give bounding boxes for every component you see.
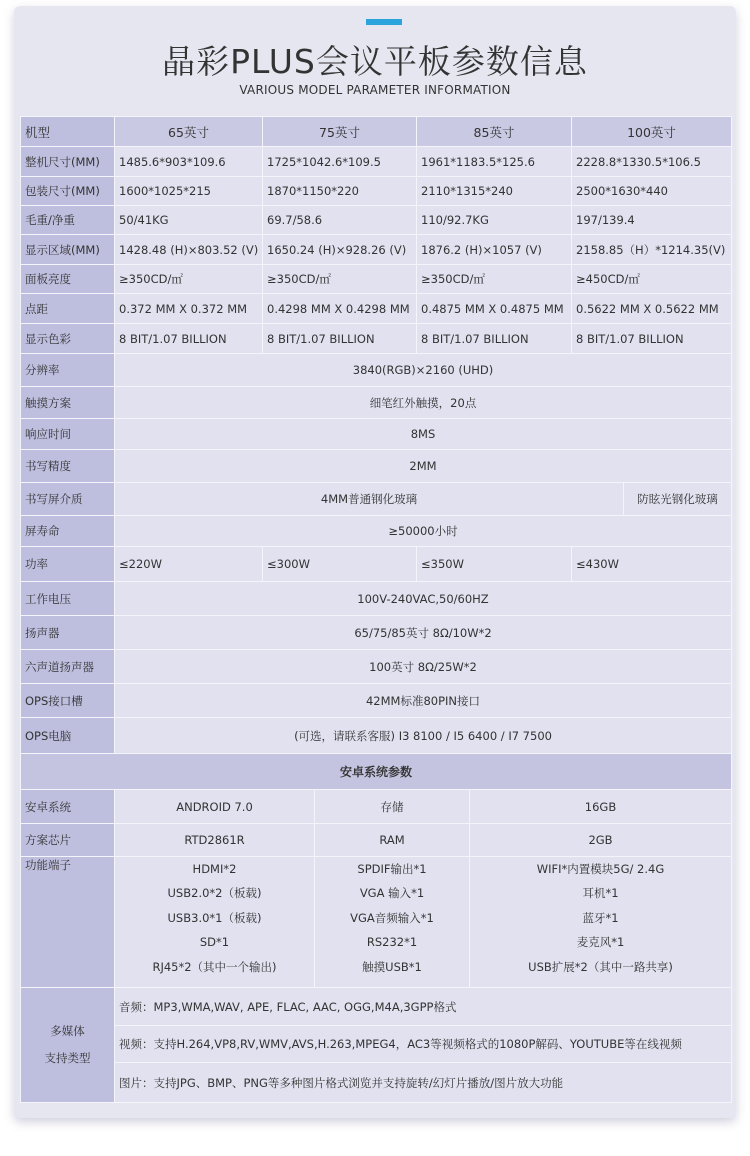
system-value: ANDROID 7.0: [115, 790, 315, 824]
row-label: 工作电压: [21, 582, 115, 616]
port-item: VGA 输入*1: [359, 886, 425, 901]
row-label: 响应时间: [21, 419, 115, 450]
spec-row-brightness: [21, 265, 732, 294]
chip-value: RTD2861R: [115, 824, 315, 857]
row-label: 扬声器: [21, 616, 115, 650]
model-85: 85英寸: [417, 117, 572, 147]
media-audio: 音频：MP3,WMA,WAV, APE, FLAC, AAC, OGG,M4A,3GPP格式: [115, 988, 732, 1026]
section-title: 安卓系统参数: [21, 754, 732, 790]
ports-col-3: [470, 857, 732, 988]
cell-100: 防眩光钢化玻璃: [624, 483, 732, 516]
cell-100: 2158.85（H）*1214.35(V): [572, 235, 732, 265]
cell-65: ≥350CD/㎡: [115, 265, 263, 294]
cell-65: ≤220W: [115, 547, 263, 582]
spec-row-voltage: [21, 582, 732, 616]
spec-row-precision: [21, 450, 732, 483]
media-row-audio: [21, 988, 732, 1026]
media-video: 视频：支持H.264,VP8,RV,WMV,AVS,H.263,MPEG4，AC3等视频格式的1080P解码、YOUTUBE等在线视频: [115, 1026, 732, 1063]
row-label: 分辨率: [21, 354, 115, 387]
spec-row-size: [21, 147, 732, 177]
spec-row-resolution: [21, 354, 732, 387]
cell-85: 1876.2 (H)×1057 (V): [417, 235, 572, 265]
spec-row-speaker: [21, 616, 732, 650]
row-label: 面板亮度: [21, 265, 115, 294]
row-label: 书写精度: [21, 450, 115, 483]
cell-all: 8MS: [115, 419, 732, 450]
port-item: USB扩展*2（其中一路共享): [528, 959, 673, 974]
spec-row-speaker6: [21, 650, 732, 684]
cell-85: ≥350CD/㎡: [417, 265, 572, 294]
spec-row-ops-slot: [21, 684, 732, 718]
row-label: OPS接口槽: [21, 684, 115, 718]
cell-all: 3840(RGB)×2160 (UHD): [115, 354, 732, 387]
model-75: 75英寸: [263, 117, 417, 147]
row-label: 显示区域(MM): [21, 235, 115, 265]
cell-85: 0.4875 MM X 0.4875 MM: [417, 294, 572, 324]
cell-100: 197/139.4: [572, 206, 732, 235]
cell-all: 42MM标准80PIN接口: [115, 684, 732, 718]
media-label-line1: 多媒体: [50, 1024, 85, 1038]
android-row-chip: [21, 824, 732, 857]
port-item: USB3.0*1（板载): [167, 910, 262, 925]
cell-75: 69.7/58.6: [263, 206, 417, 235]
cell-65: 0.372 MM X 0.372 MM: [115, 294, 263, 324]
cell-all: 100英寸 8Ω/25W*2: [115, 650, 732, 684]
spec-row-color: [21, 324, 732, 354]
row-label: 方案芯片: [21, 824, 115, 857]
spec-row-glass: [21, 483, 732, 516]
port-item: RS232*1: [366, 935, 418, 950]
row-label: 触摸方案: [21, 387, 115, 419]
cell-75: 1725*1042.6*109.5: [263, 147, 417, 177]
row-label: 功能端子: [21, 857, 115, 988]
cell-85: ≤350W: [417, 547, 572, 582]
android-section-header: [21, 754, 732, 790]
cell-75: ≤300W: [263, 547, 417, 582]
cell-all: (可选，请联系客服) I3 8100 / I5 6400 / I7 7500: [115, 718, 732, 754]
spec-row-weight: [21, 206, 732, 235]
cell-75: ≥350CD/㎡: [263, 265, 417, 294]
cell-75: 1870*1150*220: [263, 177, 417, 206]
media-row-video: [21, 1026, 732, 1063]
port-item: 麦克风*1: [576, 935, 625, 950]
cell-65: 1600*1025*215: [115, 177, 263, 206]
port-item: HDMI*2: [192, 862, 237, 876]
spec-row-response: [21, 419, 732, 450]
storage-label: 存储: [315, 790, 470, 824]
cell-65-85: 4MM普通钢化玻璃: [115, 483, 624, 516]
port-item: SPDIF输出*1: [357, 862, 427, 876]
row-label: 功率: [21, 547, 115, 582]
media-image: 图片：支持JPG、BMP、PNG等多种图片格式浏览并支持旋转/幻灯片播放/图片放大功能: [115, 1063, 732, 1103]
row-label: 机型: [21, 117, 115, 147]
spec-row-touch: [21, 387, 732, 419]
ram-label: RAM: [315, 824, 470, 857]
cell-100: ≥450CD/㎡: [572, 265, 732, 294]
cell-75: 8 BIT/1.07 BILLION: [263, 324, 417, 354]
ports-col-2: [315, 857, 470, 988]
cell-85: 110/92.7KG: [417, 206, 572, 235]
port-item: USB2.0*2（板载): [167, 886, 262, 901]
row-label: 毛重/净重: [21, 206, 115, 235]
model-header-row: [21, 117, 732, 147]
port-item: 耳机*1: [582, 886, 619, 901]
row-label: 整机尺寸(MM): [21, 147, 115, 177]
cell-all: 100V-240VAC,50/60HZ: [115, 582, 732, 616]
media-row-image: [21, 1063, 732, 1103]
page-title: 晶彩PLUS会议平板参数信息: [162, 42, 588, 81]
cell-75: 1650.24 (H)×928.26 (V): [263, 235, 417, 265]
row-label: 屏寿命: [21, 516, 115, 547]
row-label: 点距: [21, 294, 115, 324]
spec-row-ops-pc: [21, 718, 732, 754]
model-65: 65英寸: [115, 117, 263, 147]
cell-100: ≤430W: [572, 547, 732, 582]
row-label: OPS电脑: [21, 718, 115, 754]
cell-65: 1485.6*903*109.6: [115, 147, 263, 177]
cell-85: 2110*1315*240: [417, 177, 572, 206]
spec-table: [20, 116, 732, 1103]
android-row-system: [21, 790, 732, 824]
cell-all: ≥50000小时: [115, 516, 732, 547]
row-label: 书写屏介质: [21, 483, 115, 516]
spec-row-lifespan: [21, 516, 732, 547]
cell-75: 0.4298 MM X 0.4298 MM: [263, 294, 417, 324]
row-label: 显示色彩: [21, 324, 115, 354]
cell-all: 2MM: [115, 450, 732, 483]
storage-value: 16GB: [470, 790, 732, 824]
port-item: SD*1: [199, 935, 230, 950]
port-item: RJ45*2（其中一个输出): [152, 959, 277, 974]
row-label: 包装尺寸(MM): [21, 177, 115, 206]
media-label-line2: 支持类型: [44, 1051, 91, 1065]
cell-100: 2500*1630*440: [572, 177, 732, 206]
port-item: 触摸USB*1: [362, 959, 422, 974]
spec-row-pack: [21, 177, 732, 206]
android-row-ports: [21, 857, 732, 988]
port-item: VGA音频输入*1: [350, 910, 434, 925]
cell-100: 8 BIT/1.07 BILLION: [572, 324, 732, 354]
ports-col-1: [115, 857, 315, 988]
port-item: WIFI*内置模块5G/ 2.4G: [536, 862, 665, 876]
ram-value: 2GB: [470, 824, 732, 857]
cell-100: 2228.8*1330.5*106.5: [572, 147, 732, 177]
spec-row-power: [21, 547, 732, 582]
cell-85: 1961*1183.5*125.6: [417, 147, 572, 177]
spec-row-pitch: [21, 294, 732, 324]
cell-65: 8 BIT/1.07 BILLION: [115, 324, 263, 354]
cell-65: 1428.48 (H)×803.52 (V): [115, 235, 263, 265]
page-subtitle: VARIOUS MODEL PARAMETER INFORMATION: [239, 83, 511, 97]
model-100: 100英寸: [572, 117, 732, 147]
spec-row-display-area: [21, 235, 732, 265]
cell-all: 65/75/85英寸 8Ω/10W*2: [115, 616, 732, 650]
row-label: 安卓系统: [21, 790, 115, 824]
cell-65: 50/41KG: [115, 206, 263, 235]
media-label: [21, 988, 115, 1103]
title-accent-bar: [366, 19, 402, 25]
cell-85: 8 BIT/1.07 BILLION: [417, 324, 572, 354]
cell-100: 0.5622 MM X 0.5622 MM: [572, 294, 732, 324]
row-label: 六声道扬声器: [21, 650, 115, 684]
port-item: 蓝牙*1: [582, 910, 619, 925]
cell-all: 细笔红外触摸，20点: [115, 387, 732, 419]
